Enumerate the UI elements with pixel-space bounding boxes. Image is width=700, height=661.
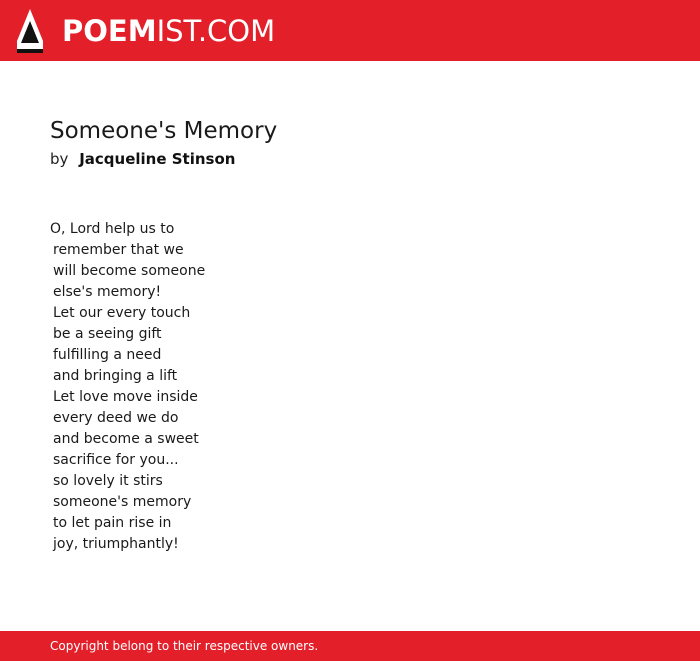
logo-bold-part: POEM (62, 14, 157, 48)
pencil-tip-icon (17, 9, 43, 53)
poem-line: sacrifice for you... (53, 452, 179, 468)
poem-line: every deed we do (53, 410, 179, 426)
poem-line: and bringing a lift (53, 368, 178, 384)
poem-body (50, 219, 205, 555)
poem-line: Let our every touch (53, 305, 191, 321)
poem-byline (50, 148, 235, 170)
poem-line: remember that we (53, 242, 184, 258)
copyright-text: Copyright belong to their respective owners. (50, 639, 319, 653)
poem-line: joy, triumphantly! (53, 536, 179, 552)
poem-line: O, Lord help us to (50, 221, 175, 237)
site-logo-text (62, 9, 275, 53)
poem-line: else's memory! (53, 284, 162, 300)
poem-title: Someone's Memory (50, 118, 278, 144)
poem-line: be a seeing gift (53, 326, 162, 342)
site-logo-link[interactable] (17, 9, 275, 53)
poem-line: so lovely it stirs (53, 473, 163, 489)
poem-line: will become someone (53, 263, 206, 279)
site-footer (0, 631, 700, 661)
poem-line: Let love move inside (53, 389, 198, 405)
poem-line: someone's memory (53, 494, 192, 510)
byline-by-label: by (50, 150, 69, 168)
poem-line: fulfilling a need (53, 347, 162, 363)
poem-line: to let pain rise in (53, 515, 172, 531)
site-header (0, 0, 700, 61)
poem-line: and become a sweet (53, 431, 199, 447)
author-link[interactable]: Jacqueline Stinson (79, 150, 236, 168)
logo-light-part: IST.COM (156, 14, 276, 48)
